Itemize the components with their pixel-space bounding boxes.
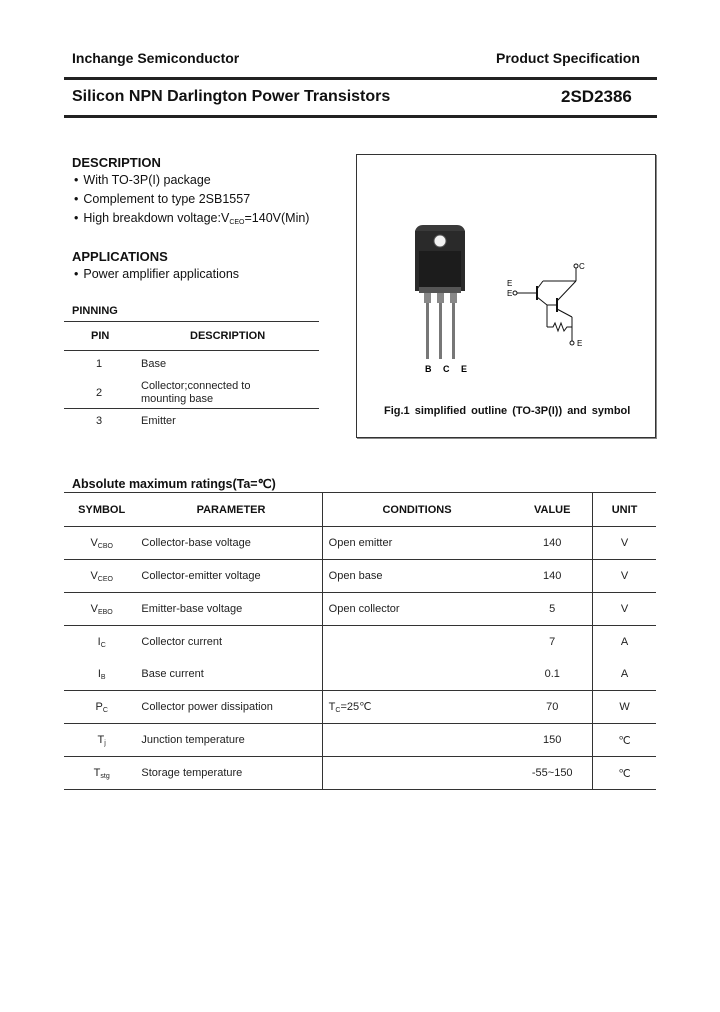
row-symbol: $T_{stg}$ <box>64 757 139 790</box>
terminal-collector <box>574 264 578 268</box>
darlington-symbol <box>513 264 578 345</box>
table-row <box>64 724 656 757</box>
col-unit: UNIT <box>593 493 656 527</box>
row-value: 140 <box>512 560 592 593</box>
row-unit: A <box>593 658 656 691</box>
pin-number: 1 <box>96 358 103 370</box>
row-conditions: Open base <box>322 560 512 593</box>
row-unit: V <box>593 593 656 626</box>
table-row <box>64 757 656 790</box>
lead-emitter <box>452 303 455 359</box>
row-parameter: Emitter-base voltage <box>139 593 322 626</box>
company-name: Inchange Semiconductor <box>72 50 240 66</box>
row-parameter: Collector-emitter voltage <box>139 560 322 593</box>
row-conditions <box>322 658 512 691</box>
terminal-emitter <box>570 341 574 345</box>
row-parameter: Collector-base voltage <box>139 527 322 560</box>
row-conditions <box>322 757 512 790</box>
row-parameter: Base current <box>139 658 322 691</box>
pinning-col-pin: PIN <box>91 330 110 342</box>
table-row <box>64 593 656 626</box>
pinning-rule-header <box>64 350 319 351</box>
applications-list <box>74 265 239 284</box>
header-rule-bottom <box>64 115 657 118</box>
row-unit: V <box>593 560 656 593</box>
row-parameter: Collector power dissipation <box>139 691 322 724</box>
lead-shoulder <box>450 293 457 303</box>
package-base <box>419 287 461 293</box>
breakdown-subscript: CEO <box>229 219 245 226</box>
pinning-rule-row <box>64 408 319 409</box>
row-unit: W <box>593 691 656 724</box>
pin-description <box>141 380 250 406</box>
col-symbol: SYMBOL <box>64 493 139 527</box>
breakdown-prefix: High breakdown voltage:V <box>83 211 230 225</box>
symbol-label-e: E <box>507 279 513 288</box>
row-value: -55~150 <box>512 757 592 790</box>
description-list <box>74 171 309 232</box>
row-unit: ℃ <box>593 724 656 757</box>
pinning-rule-top <box>64 321 319 322</box>
pin-label-c: C <box>443 364 450 374</box>
row-conditions: Open emitter <box>322 527 512 560</box>
row-unit: ℃ <box>593 757 656 790</box>
row-conditions <box>322 626 512 659</box>
pin-description: Base <box>141 358 167 370</box>
table-row <box>64 560 656 593</box>
pin-label-e: E <box>461 364 468 374</box>
part-number: 2SD2386 <box>561 87 632 106</box>
pinning-heading: PINNING <box>72 305 118 317</box>
row-value: 140 <box>512 527 592 560</box>
ratings-heading: Absolute maximum ratings(Ta=℃) <box>72 477 276 491</box>
row-unit: A <box>593 626 656 659</box>
row-symbol: $V_{CBO}$ <box>64 527 139 560</box>
row-parameter: Junction temperature <box>139 724 322 757</box>
breakdown-suffix: =140V(Min) <box>244 211 310 225</box>
row-parameter: Collector current <box>141 636 223 648</box>
symbol-label-bottom: E <box>577 339 583 348</box>
lead-base <box>426 303 429 359</box>
row-symbol: $T_j$ <box>64 724 139 757</box>
row-parameter: Storage temperature <box>139 757 322 790</box>
symbol-label-c: C <box>579 262 585 271</box>
row-unit: V <box>593 527 656 560</box>
applications-heading: APPLICATIONS <box>72 249 168 264</box>
description-item: • With TO-3P(I) package <box>74 171 309 190</box>
row-value: 150 <box>512 724 592 757</box>
ratings-table <box>64 492 656 790</box>
description-item <box>74 209 309 232</box>
row-value: 0.1 <box>512 658 592 691</box>
row-conditions: $T_C=25℃$ <box>322 691 512 724</box>
row-value: 7 <box>549 636 556 648</box>
table-row <box>64 626 656 659</box>
ratings-header-row <box>64 493 656 527</box>
terminal-base <box>513 291 517 295</box>
row-value: 70 <box>512 691 592 724</box>
col-value: VALUE <box>512 493 592 527</box>
row-conditions <box>322 724 512 757</box>
description-heading: DESCRIPTION <box>72 155 161 170</box>
product-family-title: Silicon NPN Darlington Power Transistors <box>72 88 391 105</box>
lead-shoulder <box>424 293 431 303</box>
pin-description-line: mounting base <box>141 393 214 405</box>
package-mold <box>419 251 461 287</box>
pin-number: 3 <box>96 415 103 427</box>
row-symbol: $V_{CEO}$ <box>64 560 139 593</box>
row-symbol: $I_C$ <box>97 635 106 649</box>
col-parameter: PARAMETER <box>139 493 322 527</box>
pin-description: Emitter <box>141 415 176 427</box>
figure-caption: Fig.1 simplified outline (TO-3P(I)) and symbol <box>384 405 631 417</box>
pin-number: 2 <box>96 387 103 399</box>
pin-label-b: B <box>425 364 432 374</box>
table-row <box>64 527 656 560</box>
applications-item: • Power amplifier applications <box>74 265 239 284</box>
row-value: 5 <box>512 593 592 626</box>
mounting-hole <box>434 235 446 247</box>
lead-shoulder <box>437 293 444 303</box>
pin-description-line: Collector;connected to <box>141 380 251 392</box>
col-conditions: CONDITIONS <box>322 493 512 527</box>
description-item: • Complement to type 2SB1557 <box>74 190 309 209</box>
row-symbol: $V_{EBO}$ <box>64 593 139 626</box>
document-type: Product Specification <box>496 50 640 66</box>
table-row <box>64 691 656 724</box>
symbol-label-base: E <box>507 289 513 298</box>
header-rule-top <box>64 77 657 80</box>
row-symbol: $P_C$ <box>64 691 139 724</box>
package-outline-drawing <box>357 155 655 437</box>
package-figure <box>356 154 656 438</box>
pinning-col-description: DESCRIPTION <box>190 330 266 342</box>
row-symbol: $I_B$ <box>64 658 139 691</box>
row-conditions: Open collector <box>322 593 512 626</box>
lead-collector <box>439 303 442 359</box>
package-tab <box>415 225 465 231</box>
table-row <box>64 658 656 691</box>
